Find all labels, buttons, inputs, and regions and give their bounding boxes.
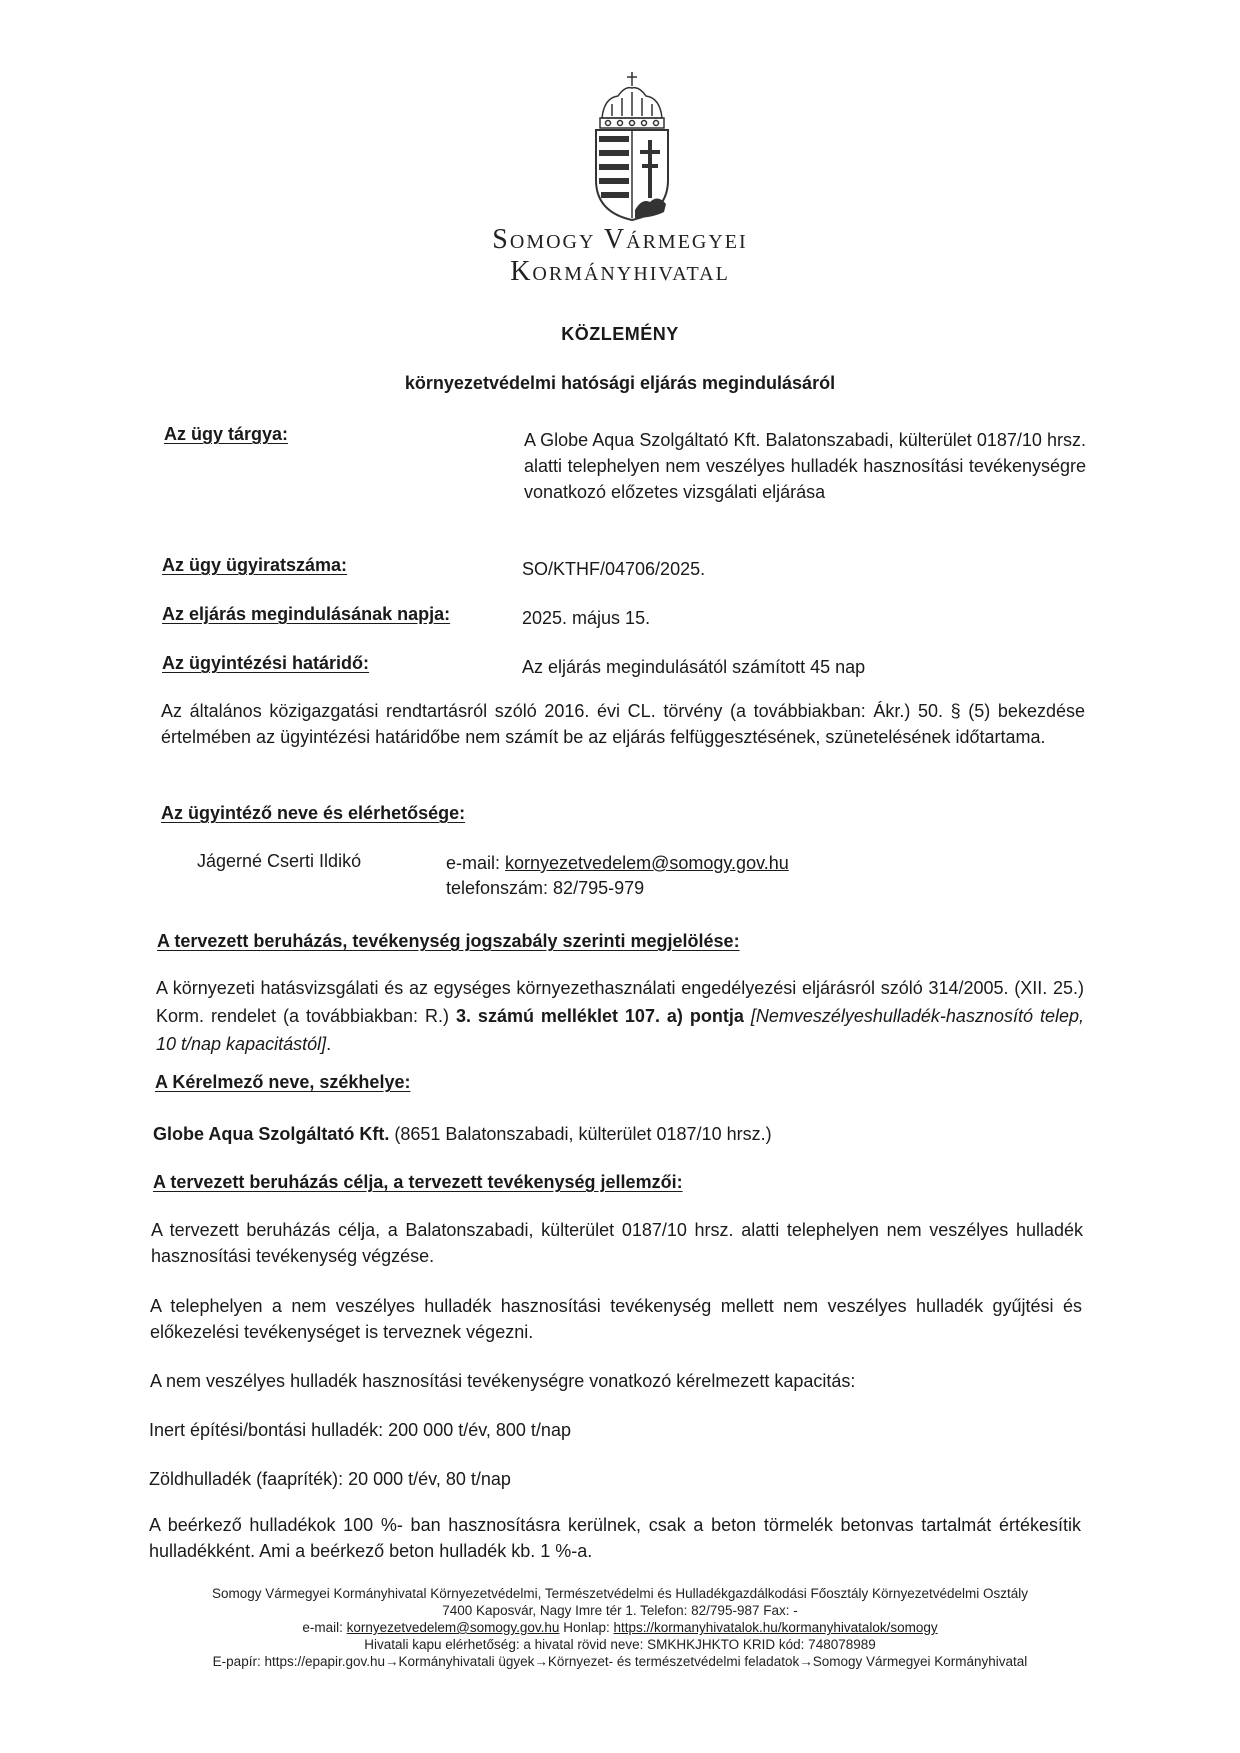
legal-text [156,974,1084,1058]
footer-epapir: E-papír: https://epapir.gov.hu→Kormányhivatali ügyek→Környezet- és természetvédelmi feladatok→Somogy Vármegyei Kormányhivatal [212,1654,1028,1669]
coat-of-arms-icon [592,70,672,222]
footer-address: 7400 Kaposvár, Nagy Imre tér 1. Telefon: 82/795-987 Fax: - [442,1603,798,1618]
legal-label: A tervezett beruházás, tevékenység jogszabály szerinti megjelölése: [157,931,740,951]
purpose-paragraph-2: A telephelyen a nem veszélyes hulladék hasznosítási tevékenység mellett nem veszélyes hulladék gyűjtési és előkezelési tevékenységet is terveznek végezni. [150,1296,1082,1342]
legal-text-plain: A környezeti hatásvizsgálati és az egységes környezethasználati engedélyezési eljárásról szóló 314/2005. (XII. 25.) Korm. rendelet (a továbbiakban: R.) [156,978,1084,1026]
footer-gateway: Hivatali kapu elérhetőség: a hivatal rövid neve: SMKHKJHKTO KRID kód: 748078989 [364,1637,876,1652]
file-number-label: Az ügy ügyiratszáma: [162,555,348,575]
purpose-paragraph-1: A tervezett beruházás célja, a Balatonszabadi, külterület 0187/10 hrsz. alatti telephelyen nem veszélyes hulladék hasznosítási tevékenység végzése. [151,1220,1083,1266]
legal-text-end: . [326,1034,332,1054]
footer-web-prefix: Honlap: [559,1620,614,1635]
contact-email-line [446,850,789,876]
applicant-label: A Kérelmező neve, székhelye: [155,1072,411,1092]
purpose-label: A tervezett beruházás célja, a tervezett tevékenység jellemzői: [153,1172,683,1192]
start-date-value: 2025. május 15. [522,608,651,628]
email-prefix: e-mail: [446,853,506,873]
contact-name: Jágerné Cserti Ildikó [197,851,362,871]
footer-email-link[interactable]: kornyezetvedelem@somogy.gov.hu [346,1620,560,1635]
footer-contact [150,1619,1090,1636]
contact-label: Az ügyintéző neve és elérhetősége: [161,803,466,823]
contact-email-link[interactable]: kornyezetvedelem@somogy.gov.hu [505,853,789,873]
contact-phone: telefonszám: 82/795-979 [446,878,645,898]
notice-title: KÖZLEMÉNY [561,324,679,344]
applicant-name: Globe Aqua Szolgáltató Kft. [153,1124,390,1144]
org-name-line1: Somogy Vármegyei [492,224,748,255]
start-date-label: Az eljárás megindulásának napja: [162,604,451,624]
legal-text-italic: [Nemveszélyeshulladék-hasznosító telep, 10 t/nap kapacitástól] [156,1006,1084,1054]
org-name-line2: Kormányhivatal [510,256,730,287]
capacity-green: Zöldhulladék (faapríték): 20 000 t/év, 80 t/nap [149,1469,511,1489]
purpose-paragraph-6: A beérkező hulladékok 100 %- ban hasznosításra kerülnek, csak a beton törmelék betonvas tartalmát értékesítik hulladékként. Ami a beérkező beton hulladék kb. 1 %-a. [149,1515,1081,1561]
deadline-label: Az ügyintézési határidő: [162,653,370,673]
applicant-line [153,1121,772,1147]
purpose-paragraph-3: A nem veszélyes hulladék hasznosítási tevékenységre vonatkozó kérelmezett kapacitás: [150,1371,856,1391]
notice-subtitle: környezetvédelmi hatósági eljárás megindulásáról [404,373,836,393]
footer-department: Somogy Vármegyei Kormányhivatal Környezetvédelmi, Természetvédelmi és Hulladékgazdálkodási Főosztály Környezetvédelmi Osztály [211,1586,1029,1601]
capacity-inert: Inert építési/bontási hulladék: 200 000 t/év, 800 t/nap [149,1420,571,1440]
deadline-note: Az általános közigazgatási rendtartásról szóló 2016. évi CL. törvény (a továbbiakban: Ákr.) 50. § (5) bekezdése értelmében az ügyintézési határidőbe nem számít be az eljárás felfüggesztésének, szünetelésének időtartama. [161,701,1085,747]
footer-web-link[interactable]: https://kormanyhivatalok.hu/kormanyhivatalok/somogy [613,1620,938,1635]
subject-label: Az ügy tárgya: [164,424,289,444]
footer-email-prefix: e-mail: [302,1620,347,1635]
legal-text-bold: 3. számú melléklet 107. a) pontja [455,1006,744,1026]
subject-value: A Globe Aqua Szolgáltató Kft. Balatonszabadi, külterület 0187/10 hrsz. alatti telephelyen nem veszélyes hulladék hasznosítási tevékenységre vonatkozó előzetes vizsgálati eljárása [524,430,1086,502]
file-number-value: SO/KTHF/04706/2025. [522,559,706,579]
deadline-value: Az eljárás megindulásától számított 45 nap [522,657,866,677]
footer [150,1585,1090,1670]
applicant-address: (8651 Balatonszabadi, külterület 0187/10 hrsz.) [389,1124,772,1144]
